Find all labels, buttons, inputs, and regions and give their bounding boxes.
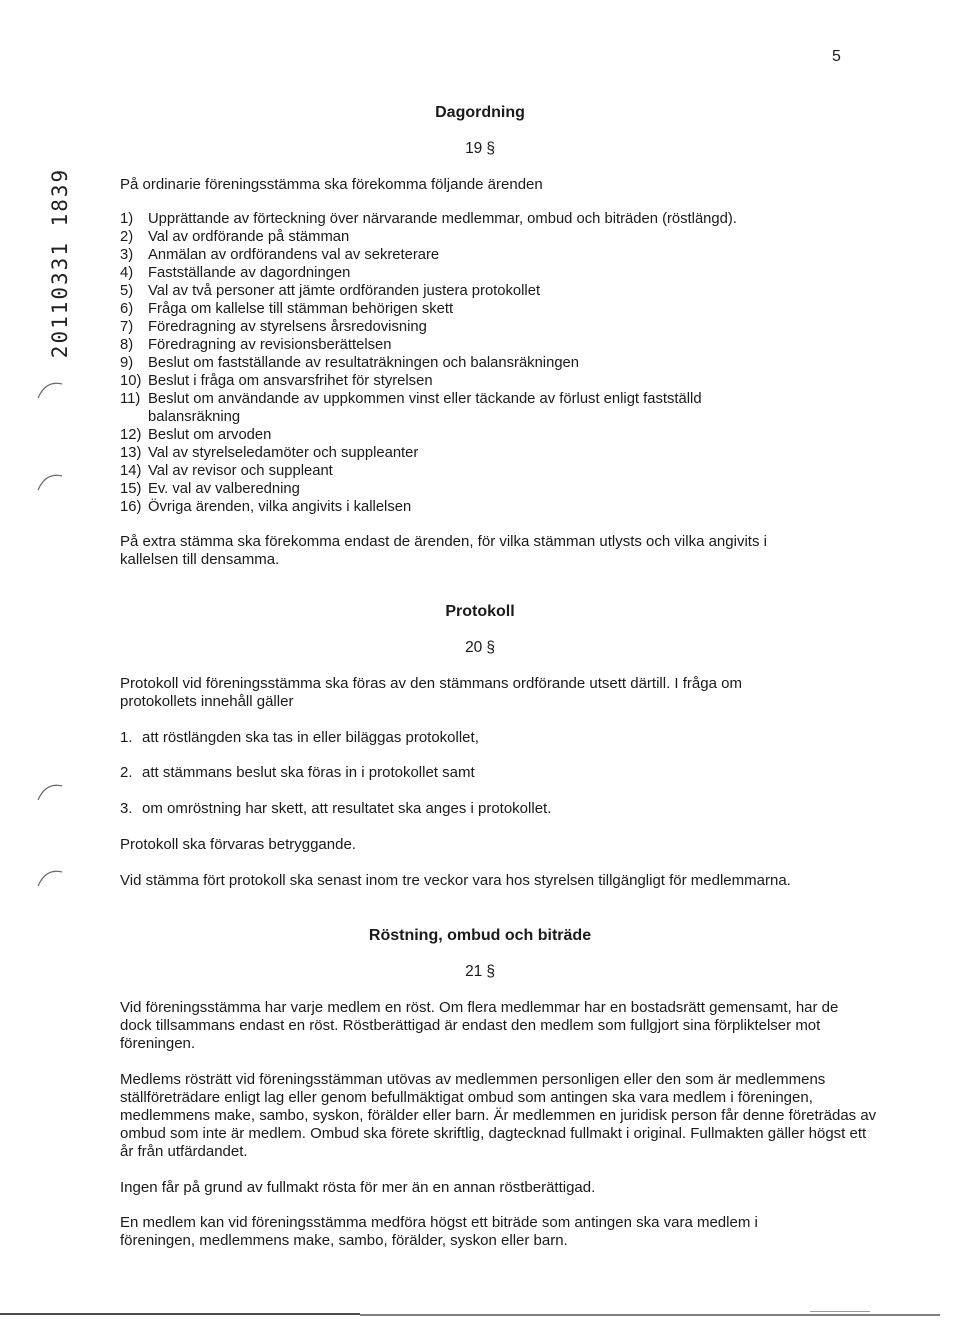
agenda-item: 1) Upprättande av förteckning över närvarande medlemmar, ombud och biträden (röstlängd). — [120, 211, 737, 227]
agenda-item: 2) Val av ordförande på stämman — [120, 229, 350, 245]
paragraph-number-19 — [0, 140, 960, 158]
scan-bottom-edge — [0, 1306, 960, 1314]
list-item: 3. om omröstning har skett, att resultatet ska anges i protokollet. — [120, 800, 552, 817]
punch-hole-mark — [36, 866, 66, 888]
protokoll-storage: Protokoll ska förvaras betryggande. — [120, 836, 356, 853]
voting-paragraph-2: Medlems rösträtt vid föreningsstämman utövas av medlemmen personligen eller den som är medlemmens ställföreträdare enligt lag eller genom befullmäktigat ombud som antingen ska vara medlem i föreningen, medlemmens make, sambo, syskon, förälder eller barn. Är medlemmen en juridisk person får denne företrädas av ombud som inte är medlem. Ombud ska förete skriftlig, dagtecknad fullmakt i original. Fullmakten gäller högst ett år från utfärdandet. — [120, 1071, 877, 1160]
agenda-item: 9) Beslut om fastställande av resultaträkningen och balansräkningen — [120, 355, 580, 371]
agenda-list — [120, 210, 800, 516]
heading-rostning: Röstning, ombud och biträde — [368, 927, 592, 944]
voting-paragraph-4: En medlem kan vid föreningsstämma medföra högst ett biträde som antingen ska vara medlem i föreningen, medlemmens make, sambo, förälder, syskon eller barn. — [120, 1214, 758, 1249]
agenda-item: 16) Övriga ärenden, vilka angivits i kallelsen — [120, 499, 412, 515]
section-sign: § — [486, 140, 495, 157]
voting-paragraph-3: Ingen får på grund av fullmakt rösta för mer än en annan röstberättigad. — [120, 1179, 596, 1196]
heading-dagordning: Dagordning — [435, 104, 525, 121]
section-sign: § — [486, 639, 495, 656]
voting-paragraph-1: Vid föreningsstämma har varje medlem en röst. Om flera medlemmar har en bostadsrätt gemensamt, har de dock tillsammans endast en röst. Röstberättigad är endast den medlem som fullgjort sina förpliktelser mot föreningen. — [120, 999, 839, 1052]
paragraph-num: 19 — [465, 140, 483, 157]
protokoll-availability: Vid stämma fört protokoll ska senast inom tre veckor vara hos styrelsen tillgängligt för medlemmarna. — [120, 872, 791, 889]
paragraph-number-21 — [0, 963, 960, 981]
agenda-item: 15) Ev. val av valberedning — [120, 481, 300, 497]
document-stamp — [44, 167, 76, 359]
agenda-item: 7) Föredragning av styrelsens årsredovisning — [120, 319, 427, 335]
list-item: 2. att stämmans beslut ska föras in i protokollet samt — [120, 764, 475, 781]
punch-hole-mark — [36, 780, 66, 802]
heading-protokoll: Protokoll — [445, 603, 515, 620]
agenda-item: 5) Val av två personer att jämte ordföranden justera protokollet — [120, 283, 541, 299]
agenda-item: 10) Beslut i fråga om ansvarsfrihet för styrelsen — [120, 373, 433, 389]
list-item: 1. att röstlängden ska tas in eller biläggas protokollet, — [120, 729, 479, 746]
agenda-item: 11) Beslut om användande av uppkommen vinst eller täckande av förlust enligt fastställd balansräkning — [120, 391, 702, 425]
agenda-item: 4) Fastställande av dagordningen — [120, 265, 351, 281]
paragraph-number-20 — [0, 639, 960, 657]
extra-meeting-text: På extra stämma ska förekomma endast de ärenden, för vilka stämman utlysts och vilka angivits i kallelsen till densamma. — [120, 533, 767, 568]
page-number: 5 — [832, 48, 841, 65]
punch-hole-mark — [36, 470, 66, 492]
agenda-item: 8) Föredragning av revisionsberättelsen — [120, 337, 392, 353]
agenda-intro: På ordinarie föreningsstämma ska förekomma följande ärenden — [120, 176, 543, 193]
agenda-item: 3) Anmälan av ordförandens val av sekreterare — [120, 247, 440, 263]
agenda-item: 12) Beslut om arvoden — [120, 427, 272, 443]
agenda-item: 13) Val av styrelseledamöter och suppleanter — [120, 445, 419, 461]
stamp-number: 20110331 1839 — [48, 167, 72, 359]
agenda-item: 6) Fråga om kallelse till stämman behörigen skett — [120, 301, 454, 317]
protokoll-intro: Protokoll vid föreningsstämma ska föras av den stämmans ordförande utsett därtill. I fråga om protokollets innehåll gäller — [120, 675, 742, 710]
section-sign: § — [486, 963, 495, 980]
punch-hole-mark — [36, 378, 66, 400]
paragraph-num: 20 — [465, 639, 483, 656]
agenda-item: 14) Val av revisor och suppleant — [120, 463, 333, 479]
paragraph-num: 21 — [465, 963, 483, 980]
